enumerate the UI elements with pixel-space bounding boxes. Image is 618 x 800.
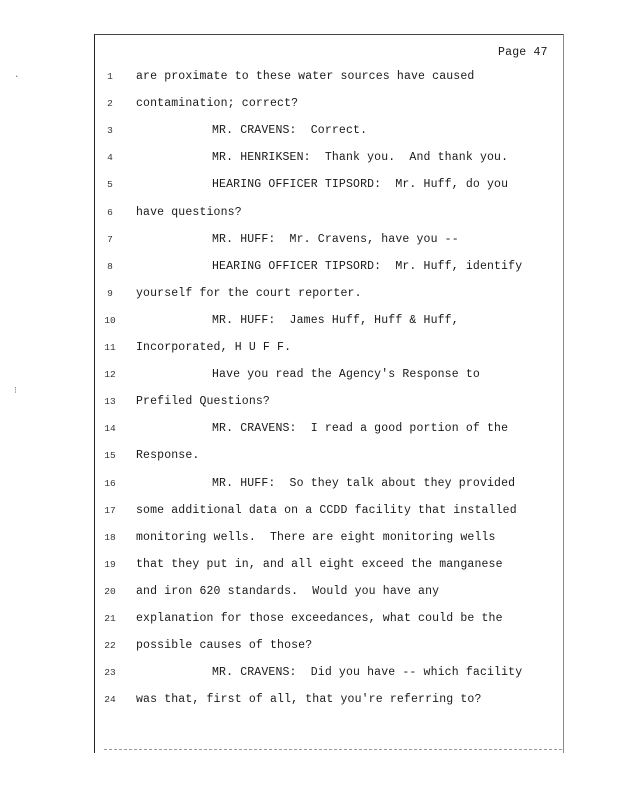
line-number: 9 (107, 288, 113, 299)
line-number: 23 (104, 667, 116, 678)
line-number: 19 (104, 559, 116, 570)
transcript-line-text: that they put in, and all eight exceed the manganese (136, 558, 503, 571)
transcript-line-text: some additional data on a CCDD facility that installed (136, 504, 517, 517)
transcript-line-text: MR. HUFF: So they talk about they provided (212, 477, 516, 490)
line-number: 7 (107, 234, 113, 245)
transcript-line-text: Prefiled Questions? (136, 395, 270, 408)
transcript-line-text: contamination; correct? (136, 97, 299, 110)
scan-speck: · (14, 72, 20, 82)
line-number: 15 (104, 450, 116, 461)
transcript-line-text: monitoring wells. There are eight monitoring wells (136, 531, 496, 544)
line-number: 4 (107, 152, 113, 163)
transcript-line-text: MR. CRAVENS: I read a good portion of the (212, 422, 509, 435)
line-number: 17 (104, 505, 116, 516)
transcript-line-text: was that, first of all, that you're referring to? (136, 693, 482, 706)
transcript-line-text: Have you read the Agency's Response to (212, 368, 480, 381)
line-number: 16 (104, 478, 116, 489)
transcript-line-text: explanation for those exceedances, what could be the (136, 612, 503, 625)
line-number: 3 (107, 125, 113, 136)
line-number: 11 (104, 342, 116, 353)
line-number: 20 (104, 586, 116, 597)
transcript-line-text: MR. HENRIKSEN: Thank you. And thank you. (212, 151, 509, 164)
transcript-line-text: HEARING OFFICER TIPSORD: Mr. Huff, do you (212, 178, 509, 191)
line-number: 12 (104, 369, 116, 380)
transcript-line-text: Response. (136, 449, 200, 462)
transcript-line-text: MR. HUFF: James Huff, Huff & Huff, (212, 314, 459, 327)
transcript-line-text: are proximate to these water sources have caused (136, 70, 475, 83)
line-number: 10 (104, 315, 116, 326)
line-number: 2 (107, 98, 113, 109)
line-number: 13 (104, 396, 116, 407)
transcript-line-text: yourself for the court reporter. (136, 287, 362, 300)
transcript-line-text: MR. CRAVENS: Correct. (212, 124, 368, 137)
line-number: 22 (104, 640, 116, 651)
line-number: 18 (104, 532, 116, 543)
line-number: 14 (104, 423, 116, 434)
transcript-line-text: HEARING OFFICER TIPSORD: Mr. Huff, identify (212, 260, 523, 273)
transcript-line-text: possible causes of those? (136, 639, 313, 652)
line-number: 5 (107, 179, 113, 190)
line-number: 8 (107, 261, 113, 272)
transcript-line-text: have questions? (136, 206, 242, 219)
line-number: 21 (104, 613, 116, 624)
line-number: 6 (107, 207, 113, 218)
line-number: 24 (104, 694, 116, 705)
scan-speck: ⁝ (14, 386, 17, 396)
line-number: 1 (107, 71, 113, 82)
page-number: Page 47 (498, 46, 548, 59)
transcript-line-text: MR. HUFF: Mr. Cravens, have you -- (212, 233, 459, 246)
page-bottom-rule (104, 749, 562, 750)
transcript-line-text: MR. CRAVENS: Did you have -- which facility (212, 666, 523, 679)
transcript-line-text: and iron 620 standards. Would you have any (136, 585, 440, 598)
transcript-line-text: Incorporated, H U F F. (136, 341, 292, 354)
